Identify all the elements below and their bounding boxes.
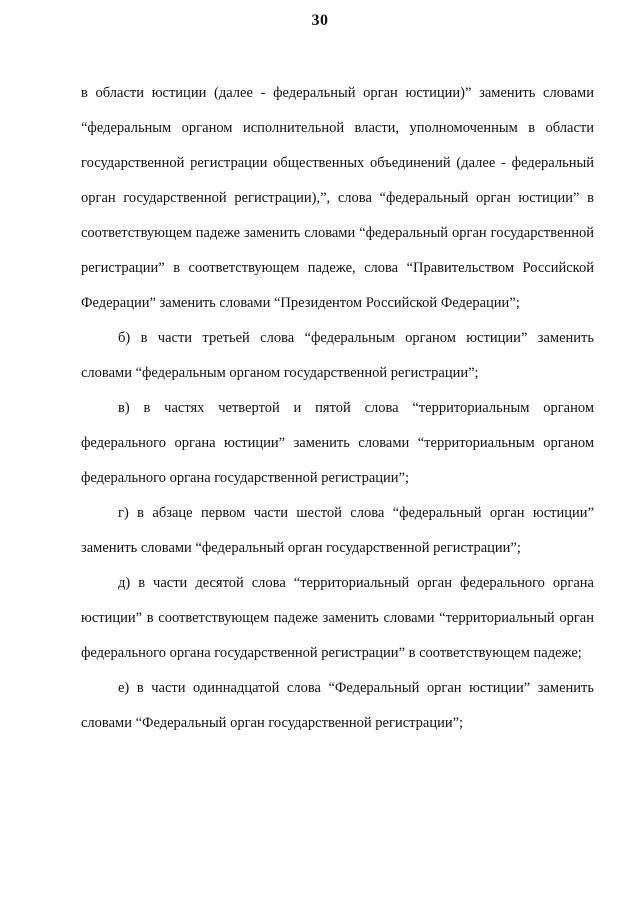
document-body [81, 76, 594, 741]
paragraph-item-e: е) в части одиннадцатой слова “Федеральный орган юстиции” заменить словами “Федеральный орган государственной регистрации”; [81, 680, 594, 731]
paragraph-item-b: б) в части третьей слова “федеральным органом юстиции” заменить словами “федеральным органом государственной регистрации”; [81, 330, 594, 381]
paragraph-item-g: г) в абзаце первом части шестой слова “федеральный орган юстиции” заменить словами “федеральный орган государственной регистрации”; [81, 505, 594, 556]
paragraph-continuation: в области юстиции (далее - федеральный орган юстиции)” заменить словами “федеральным органом исполнительной власти, уполномоченным в области государственной регистрации общественных объединений (далее - федеральный орган государственной регистрации),”, слова “федеральный орган юстиции” в соответствующем падеже заменить словами “федеральный орган государственной регистрации” в соответствующем падеже, слова “Правительством Российской Федерации” заменить словами “Президентом Российской Федерации”; [81, 85, 594, 311]
page-number: 30 [311, 12, 329, 29]
paragraph-item-d: д) в части десятой слова “территориальный орган федерального органа юстиции” в соответствующем падеже заменить словами “территориальный орган федерального органа государственной регистрации” в соответствующем падеже; [81, 575, 594, 661]
paragraph-item-v: в) в частях четвертой и пятой слова “территориальным органом федерального органа юстиции” заменить словами “территориальным органом федерального органа государственной регистрации”; [81, 400, 594, 486]
